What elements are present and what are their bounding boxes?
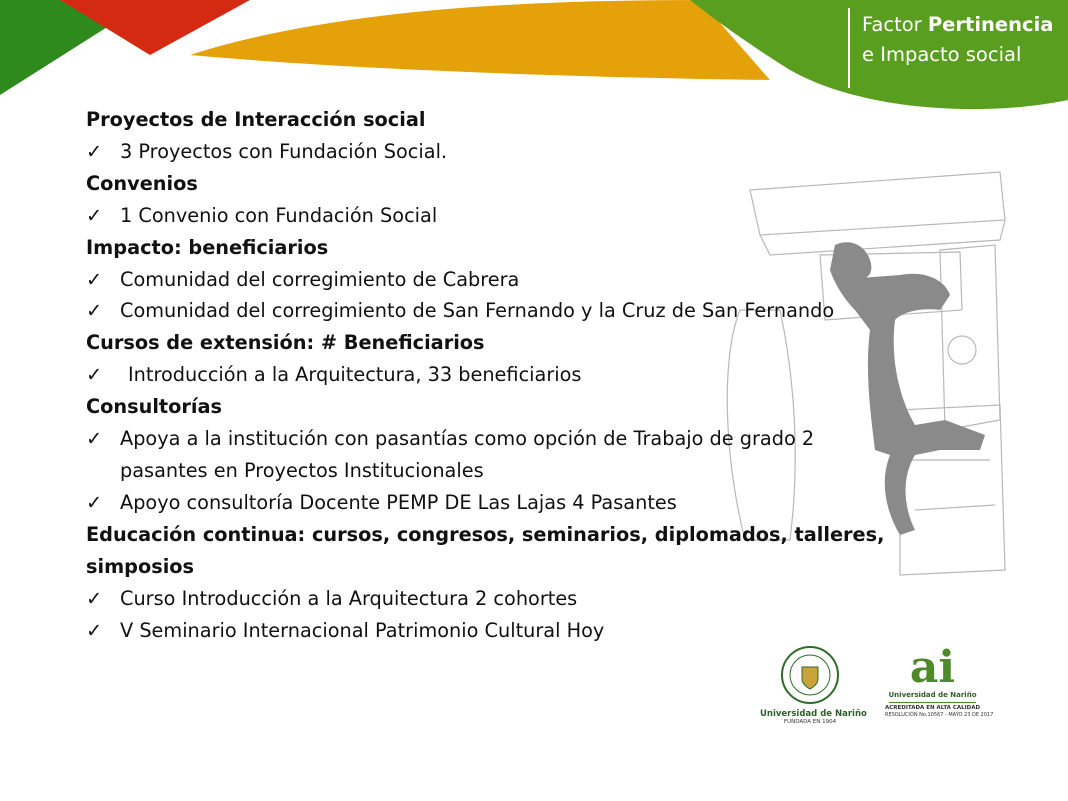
section-heading: Cursos de extensión: # Beneficiarios	[86, 331, 485, 355]
list-item: ✓ Apoya a la institución con pasantías como opción de Trabajo de grado 2 pasantes en Proyectos Institucionales	[86, 423, 906, 487]
ai-accreditation-line1: ACREDITADA EN ALTA CALIDAD	[885, 705, 981, 711]
list-item: ✓ Introducción a la Arquitectura, 33 beneficiarios	[86, 359, 906, 391]
list-item: ✓ 3 Proyectos con Fundación Social.	[86, 136, 906, 168]
check-mark-icon: ✓	[86, 203, 103, 227]
check-mark-icon: ✓	[86, 139, 103, 163]
check-mark-icon: ✓	[86, 299, 103, 323]
university-seal-icon	[780, 645, 840, 705]
check-mark-icon: ✓	[86, 490, 103, 514]
check-mark-icon: ✓	[86, 363, 103, 387]
header-title-bold: Pertinencia	[927, 13, 1054, 36]
list-item: ✓ Curso Introducción a la Arquitectura 2 cohortes	[86, 583, 906, 615]
section-heading: Impacto: beneficiarios	[86, 235, 329, 259]
check-mark-icon: ✓	[86, 427, 103, 451]
logos	[760, 642, 994, 735]
ai-accreditation-line2: RESOLUCIÓN No.10567 - MAYO 23 DE 2017	[885, 712, 994, 718]
list-item: ✓ V Seminario Internacional Patrimonio Cultural Hoy	[86, 615, 906, 647]
list-item: ✓ Comunidad del corregimiento de San Fernando y la Cruz de San Fernando	[86, 295, 906, 327]
section-heading: Consultorías	[86, 395, 223, 419]
udenar-name: Universidad de Nariño	[760, 709, 867, 719]
check-mark-icon: ✓	[86, 618, 103, 642]
ai-mark: ai	[909, 642, 956, 693]
udenar-founded: FUNDADA EN 1904	[783, 719, 837, 725]
header-title-light: Factor	[862, 13, 928, 36]
check-mark-icon: ✓	[86, 267, 103, 291]
header-title-line2: e Impacto social	[862, 43, 1022, 66]
check-mark-icon: ✓	[86, 586, 103, 610]
section-heading: Convenios	[86, 171, 198, 195]
ai-accreditation-logo	[885, 642, 994, 735]
content-list	[86, 104, 906, 646]
list-item: ✓ 1 Convenio con Fundación Social	[86, 200, 906, 232]
header-title	[862, 10, 1053, 70]
udenar-logo	[760, 645, 867, 735]
section-heading: Educación continua: cursos, congresos, seminarios, diplomados, talleres, simposios	[86, 522, 885, 578]
section-heading: Proyectos de Interacción social	[86, 108, 426, 131]
ai-university: Universidad de Nariño	[888, 691, 977, 699]
list-item: ✓ Apoyo consultoría Docente PEMP DE Las Lajas 4 Pasantes	[86, 487, 906, 519]
list-item: ✓ Comunidad del corregimiento de Cabrera	[86, 264, 906, 296]
